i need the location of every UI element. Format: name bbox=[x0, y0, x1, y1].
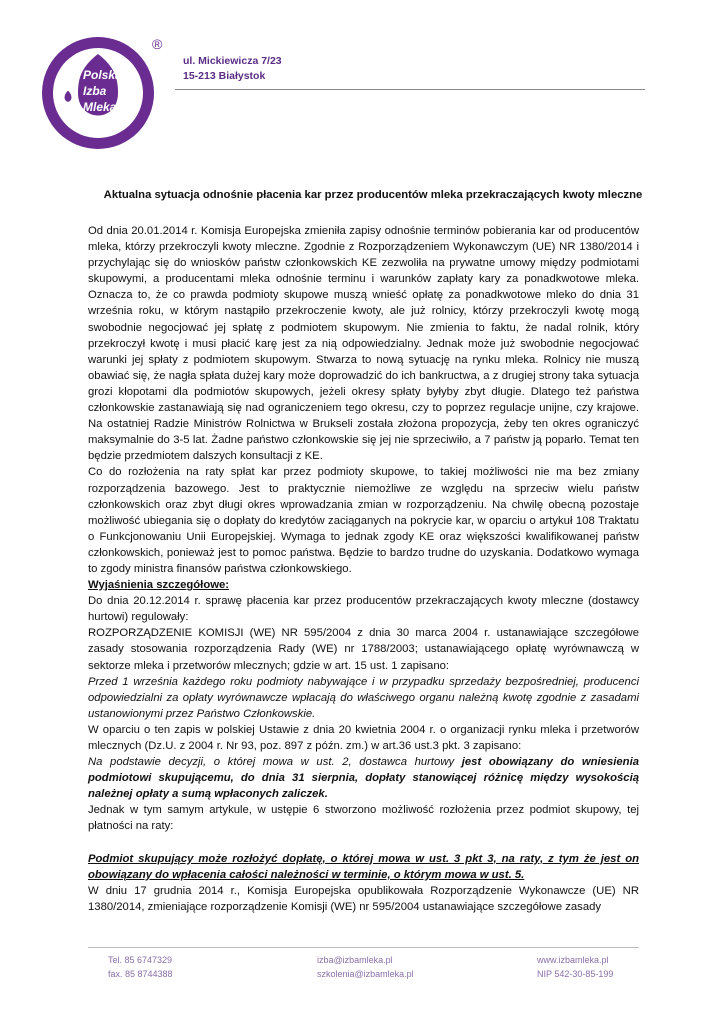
document-body bbox=[88, 223, 639, 915]
address-city: 15-213 Białystok bbox=[183, 70, 266, 82]
footer-email-block bbox=[317, 953, 414, 981]
paragraph-8: Jednak w tym samym artykule, w ustępie 6 stworzono możliwość rozłożenia przez podmiot skupowy, tej płatności na raty: bbox=[88, 804, 639, 833]
logo-text-izba: Izba bbox=[83, 84, 107, 98]
paragraph-2: Co do rozłożenia na raty spłat kar przez podmioty skupowe, to takiej możliwości nie ma bez zmiany rozporządzenia bazowego. Jest to praktycznie niemożliwe ze względu na sprzeciw wielu państw członkowskich oraz zbyt długi okres wprowadzania zmian w rozporządzeniu. Na chwilę obecną pozostaje możliwość ubiegania się o dopłaty do kredytów zaciąganych na pokrycie kar, w oparciu o artykuł 108 Traktatu o Funkcjonowaniu Unii Europejskiej. Wymaga to jednak zgody KE oraz większości kwalifikowanej państw członkowskich, ponieważ jest to pomoc państwa. Będzie to bardzo trudne do uzyskania. Dodatkowo wymaga to zgody ministra finansów państwa członkowskiego. bbox=[88, 466, 639, 575]
paragraph-3: Do dnia 20.12.2014 r. sprawę płacenia kar przez producentów przekraczających kwoty mleczne (dostawcy hurtowi) regulowały: bbox=[88, 595, 639, 624]
quote-art-36 bbox=[88, 754, 639, 802]
footer-nip: NIP 542-30-85-199 bbox=[537, 969, 614, 979]
quote-art-15: Przed 1 września każdego roku podmioty nabywające i w przypadku sprzedaży bezpośredniej, producenci odpowiedzialni za opłaty wyrównawcze wpłacają do właściwego organu należną kwotę zgodnie z zasadami ustanowionymi przez Państwo Członkowskie. bbox=[88, 675, 639, 720]
quote-ust-6: Podmiot skupujący może rozłożyć dopłatę, o której mowa w ust. 3 pkt 3, na raty, z tym że jest on obowiązany do wpłacenia całości należności w terminie, o którym mowa w ust. 5. bbox=[88, 852, 639, 881]
footer-email-izba[interactable]: izba@izbamleka.pl bbox=[317, 955, 393, 965]
polska-izba-mleka-logo bbox=[40, 27, 170, 152]
registered-mark: ® bbox=[152, 36, 163, 52]
paragraph-6: W oparciu o ten zapis w polskiej Ustawie z dnia 20 kwietnia 2004 r. o organizacji rynku mleka i przetworów mlecznych (Dz.U. z 2004 r. Nr 93, poz. 897 z późn. zm.) w art.36 ust.3 pkt. 3 zapisano: bbox=[88, 723, 639, 752]
footer-fax: fax. 85 8744388 bbox=[108, 969, 173, 979]
document-title: Aktualna sytuacja odnośnie płacenia kar przez producentów mleka przekraczających kwoty mleczne bbox=[103, 189, 643, 201]
header-divider bbox=[175, 89, 645, 90]
logo-text-mleka: Mleka bbox=[83, 100, 117, 114]
footer-tel: Tel. 85 6747329 bbox=[108, 955, 173, 965]
paragraph-10: W dniu 17 grudnia 2014 r., Komisja Europejska opublikowała Rozporządzenie Wykonawcze (UE) NR 1380/2014, zmieniające rozporządzenie Komisji (WE) nr 595/2004 ustanawiające szczegółowe zasady bbox=[88, 884, 639, 913]
quote-art-36-bold: jest obowiązany do wniesienia podmiotowi skupującemu, do dnia 31 sierpnia, dopłaty stanowiącej różnicę między wysokością należnej opłaty a sumą wpłaconych zaliczek. bbox=[88, 756, 639, 801]
address-street: ul. Mickiewicza 7/23 bbox=[183, 55, 282, 67]
section-heading: Wyjaśnienia szczegółowe: bbox=[88, 579, 230, 592]
paragraph-4: ROZPORZĄDZENIE KOMISJI (WE) NR 595/2004 z dnia 30 marca 2004 r. ustanawiające szczegółowe zasady stosowania rozporządzenia Rady (WE) nr 1788/2003; ustanawiającego opłatę wyrównawczą w sektorze mleka i przetworów mlecznych; gdzie w art. 15 ust. 1 zapisano: bbox=[88, 627, 639, 672]
footer-web-block bbox=[537, 953, 613, 981]
footer-email-szkolenia[interactable]: szkolenia@izbamleka.pl bbox=[317, 969, 414, 979]
footer-phone-block bbox=[108, 953, 173, 981]
paragraph-1: Od dnia 20.01.2014 r. Komisja Europejska zmieniła zapisy odnośnie terminów pobierania kar od producentów mleka, którzy przekroczyli kwoty mleczne. Zgodnie z Rozporządzeniem Wykonawczym (UE) NR 1380/2014 i przychylając się do wniosków państw członkowskich KE zezwoliła na prywatne umowy między podmiotami skupowymi, a producentami mleka odnośnie terminu i warunków zapłaty kary za ponadkwotowe mleka. Oznacza to, że co prawda podmioty skupowe muszą wnieść opłatę za ponadkwotowe mleko do dnia 31 września roku, w którym nastąpiło przekroczenie kwoty, ale już rolnicy, którzy przekroczyli kwotę mogą swobodnie negocjować jej spłatę z podmiotem skupowym. Nie zmienia to faktu, że nadal rolnik, który przekroczył kwotę i musi płacić karę jest za nią odpowiedzialny. Jednak może już swobodnie negocjować warunki jej spłaty z podmiotem skupowym. Stwarza to nową sytuację na rynku mleka. Rolnicy nie muszą obawiać się, że nagła spłata dużej kary może doprowadzić do ich bankructwa, a z drugiej strony taka sytuacja grozi kłopotami dla podmiotów skupowych, jeżeli okresy spłaty byłyby zbyt długie. Dlatego też państwa członkowskie zastanawiają się nad ograniczeniem tego okresu, czy to poprzez regulacje unijne, czy krajowe. Na ostatniej Radzie Ministrów Rolnictwa w Brukseli została złożona propozycja, żeby ten okres ograniczyć maksymalnie do 3-5 lat. Żadne państwo członkowskie się jej nie sprzeciwiło, a 7 państw ją poparło. Temat ten będzie przedmiotem dalszych konsultacji z KE. bbox=[88, 225, 639, 463]
footer-website[interactable]: www.izbamleka.pl bbox=[537, 955, 609, 965]
quote-art-36-plain: Na podstawie decyzji, o której mowa w ust. 2, dostawca hurtowy bbox=[88, 756, 462, 769]
footer-divider bbox=[88, 947, 639, 948]
logo-text-polska: Polska bbox=[83, 68, 122, 82]
